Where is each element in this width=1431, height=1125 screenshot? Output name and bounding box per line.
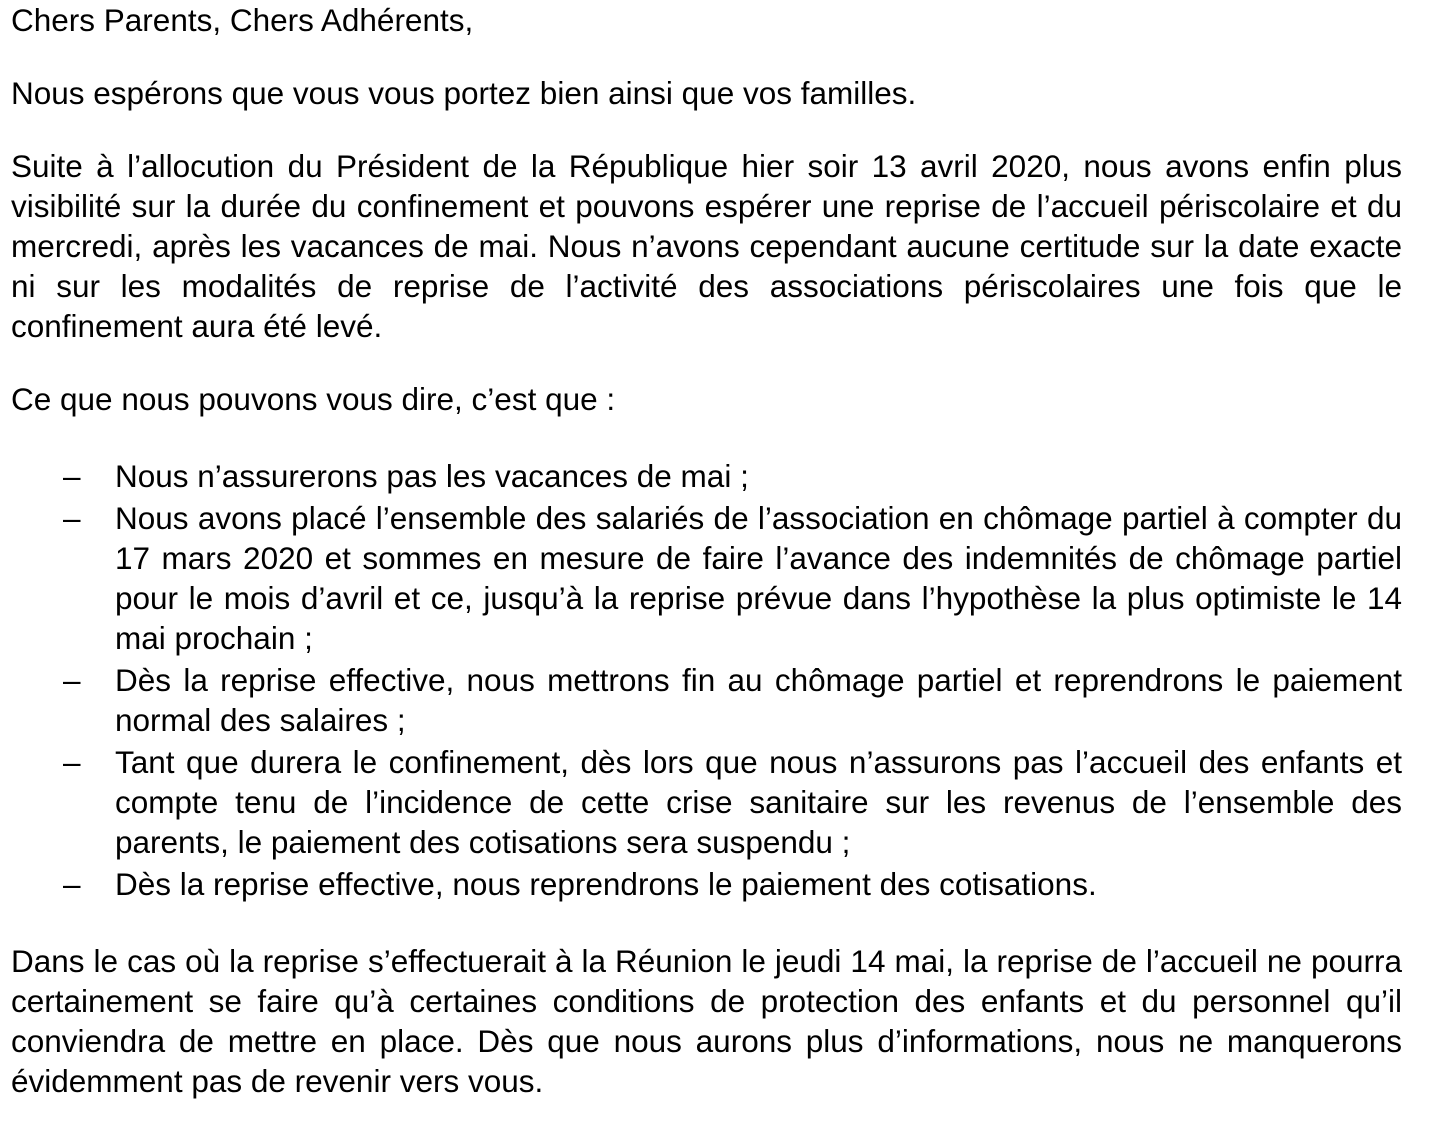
bullet-dash: –	[63, 458, 81, 494]
bullet-dash: –	[63, 866, 81, 902]
list-item	[11, 742, 1402, 862]
list-item	[11, 456, 1402, 496]
list-item-text: Nous avons placé l’ensemble des salariés de l’association en chômage partiel à compter du 17 mars 2020 et sommes en mesure de faire l’avance des indemnités de chômage partiel pour le mois d’avril et ce, jusqu’à la reprise prévue dans l’hypothèse la plus optimiste le 14 mai prochain ;	[115, 500, 1402, 656]
letter-document	[11, 0, 1402, 1101]
letter-paragraph-wellbeing: Nous espérons que vous vous portez bien ainsi que vos familles.	[11, 75, 917, 111]
bullet-dash: –	[63, 500, 81, 536]
measures-list	[11, 456, 1402, 904]
letter-paragraph-announcement: Suite à l’allocution du Président de la République hier soir 13 avril 2020, nous avons enfin plus visibilité sur la durée du confinement et pouvons espérer une reprise de l’accueil périscolaire et du mercredi, après les vacances de mai. Nous n’avons cependant aucune certitude sur la date exacte ni sur les modalités de reprise de l’activité des associations périscolaires une fois que le confinement aura été levé.	[11, 148, 1402, 344]
list-item	[11, 864, 1402, 904]
list-item-text: Tant que durera le confinement, dès lors que nous n’assurons pas l’accueil des enfants et compte tenu de l’incidence de cette crise sanitaire sur les revenus de l’ensemble des parents, le paiement des cotisations sera suspendu ;	[115, 744, 1402, 860]
bullet-dash: –	[63, 744, 81, 780]
list-item	[11, 498, 1402, 658]
list-item-text: Dès la reprise effective, nous mettrons fin au chômage partiel et reprendrons le paiement normal des salaires ;	[115, 662, 1402, 738]
list-item	[11, 660, 1402, 740]
list-item-text: Nous n’assurerons pas les vacances de mai ;	[115, 458, 749, 494]
bullet-dash: –	[63, 662, 81, 698]
list-item-text: Dès la reprise effective, nous reprendrons le paiement des cotisations.	[115, 866, 1097, 902]
letter-closing-paragraph: Dans le cas où la reprise s’effectuerait à la Réunion le jeudi 14 mai, la reprise de l’accueil ne pourra certainement se faire qu’à certaines conditions de protection des enfants et du personnel qu’il conviendra de mettre en place. Dès que nous aurons plus d’informations, nous ne manquerons évidemment pas de revenir vers vous.	[11, 943, 1402, 1099]
letter-list-intro: Ce que nous pouvons vous dire, c’est que :	[11, 381, 616, 417]
letter-greeting: Chers Parents, Chers Adhérents,	[11, 2, 474, 38]
